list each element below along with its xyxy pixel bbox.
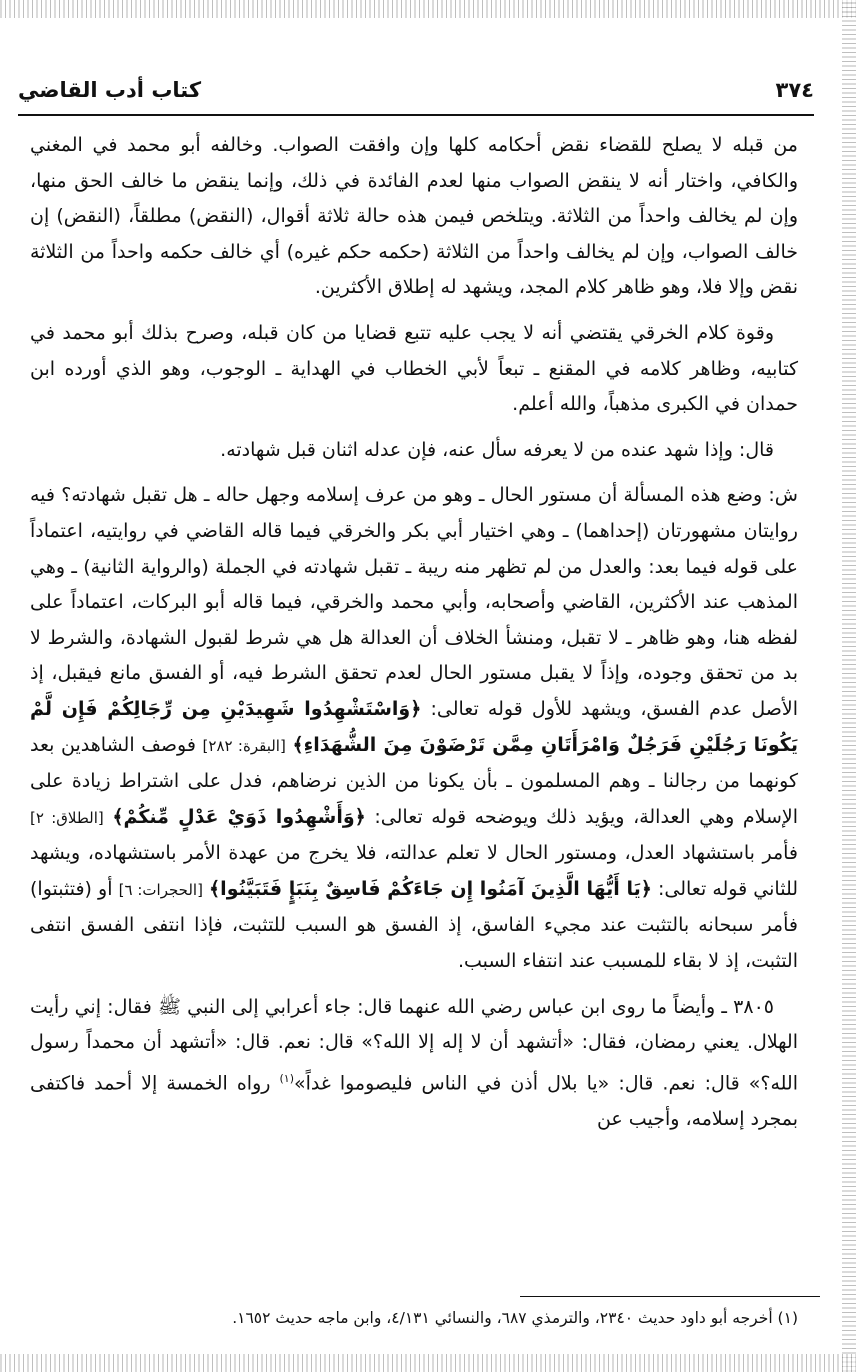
commentary-text-c: فأمر باستشهاد العدل، ومستور الحال لا تعلم عدالته، فلا يخرج من عهدة الأمر باستشهاده، ويشهد للثاني قوله تعالى: [30,842,799,900]
paragraph-4-commentary [30,478,798,979]
hadith-text-a: ٣٨٠٥ ـ وأيضاً ما روى ابن عباس رضي الله عنهما قال: جاء أعرابي إلى النبي ﷺ فقال: إني رأيت الهلال. يعني رمضان، فقال: «أتشهد أن لا إله إلا الله؟» قال: نعم. قال: «أتشهد أن محمداً رسول الله؟» قال: نعم. قال: «يا بلال أذن في الناس فليصوموا غداً» [30,995,798,1095]
paragraph-3-matn: قال: وإذا شهد عنده من لا يعرفه سأل عنه، فإن عدله اثنان قبل شهادته. [220,438,774,461]
hadith-text-b: رواه الخمسة إلا أحمد فاكتفى بمجرد إسلامه، وأجيب عن [30,1072,798,1130]
commentary-text-b: فوصف الشاهدين بعد كونهما من رجالنا ـ وهم المسلمون ـ بأن يكونا من الذين نرضاهم، فدل على اشتراط زيادة على الإسلام وهي العدالة، ويؤيد ذلك ويوضحه قوله تعالى: [30,733,798,828]
page-number: ٣٧٤ [775,78,814,102]
page-header [18,72,814,108]
decorative-border-right [842,0,856,1372]
main-text [30,128,798,1137]
decorative-border-top [0,0,856,18]
verse-reference-3: [الحجرات: ٦] [118,880,203,899]
paragraph-2: وقوة كلام الخرقي يقتضي أنه لا يجب عليه تتبع قضايا من كان قبله، وصرح بذلك أبو محمد في كتابيه، وظاهر كلامه في المقنع ـ تبعاً لأبي الخطاب في الهداية ـ الوجوب، وهو الذي أورده ابن حمدان في الكبرى مذهباً، والله أعلم. [30,321,798,416]
paragraph-1: من قبله لا يصلح للقضاء نقض أحكامه كلها وإن وافقت الصواب. وخالفه أبو محمد في المغني والكافي، واختار أنه لا ينقض الصواب منها لعدم الفائدة في ذلك، وإنما ينقض ما خالف الحق منها، وإن لم يخالف واحداً من الثلاثة. ويتلخص فيمن هذه حالة ثلاثة أقوال، (النقض) مطلقاً، (النقض) إن خالف الصواب، وإن لم يخالف واحداً من الثلاثة (حكمه حكم غيره) أي خالف حكمه واحداً من الثلاثة نقض وإلا فلا، وهو ظاهر كلام المجد، ويشهد له إطلاق الأكثرين. [30,134,798,299]
footnote-marker[interactable]: (١) [279,1071,294,1085]
footnote-divider [520,1296,820,1297]
quran-verse-2: ﴿وَأَشْهِدُوا ذَوَيْ عَدْلٍ مِّنكُمْ﴾ [112,805,366,828]
decorative-border-bottom [0,1354,856,1372]
footnote: (١) أخرجه أبو داود حديث ٢٣٤٠، والترمذي ٦٨٧، والنسائي ٤/١٣١، وابن ماجه حديث ١٦٥٢. [232,1309,798,1327]
header-divider [18,114,814,116]
verse-reference-2: [الطلاق: ٢] [30,808,104,827]
quran-verse-3: ﴿يَا أَيُّهَا الَّذِينَ آمَنُوا إِن جَاءَكُمْ فَاسِقٌ بِنَبَإٍ فَتَبَيَّنُوا﴾ [209,877,652,900]
paragraph-5-hadith [30,990,798,1138]
commentary-text-d: أو (فتثبتوا) فأمر سبحانه بالتثبت عند مجيء الفاسق، إذ الفسق هو السبب للتثبت، فإذا انتفى الفسق انتفى التثبت، إذ لا بقاء للمسبب عند انتفاء السبب. [30,877,798,973]
book-title: كتاب أدب القاضي [18,78,202,102]
verse-reference-1: [البقرة: ٢٨٢] [202,736,286,755]
quran-verse-1: ﴿وَاسْتَشْهِدُوا شَهِيدَيْنِ مِن رِّجَالِكُمْ فَإِن لَّمْ يَكُونَا رَجُلَيْنِ فَرَجُلٌ وَامْرَأَتَانِ مِمَّن تَرْضَوْنَ مِنَ الشُّهَدَاءِ﴾ [30,697,798,756]
commentary-text-a: ش: وضع هذه المسألة أن مستور الحال ـ وهو من عرف إسلامه وجهل حاله ـ هل تقبل شهادته؟ فيه روايتان مشهورتان (إحداهما) ـ وهي اختيار أبي بكر والخرقي فيما قاله القاضي في روايتيه، اعتماداً على قوله فيما بعد: والعدل من لم تظهر منه ريبة ـ تقبل شهادته في الجملة (والرواية الثانية) ـ وهي المذهب عند الأكثرين، القاضي وأصحابه، وأبي محمد والخرقي، فيما قاله أبو البركات، اعتماداً على لفظه هنا، وهو ظاهر ـ لا تقبل، ومنشأ الخلاف أن العدالة هل هي شرط لقبول الشهادة، والشرط لا بد من تحقق وجوده، وإذاً لا يقبل مستور الحال لعدم تحقق الشرط فيه، أو الفسق مانع فيقبل، إذ الأصل عدم الفسق، ويشهد للأول قوله تعالى: [30,484,798,720]
